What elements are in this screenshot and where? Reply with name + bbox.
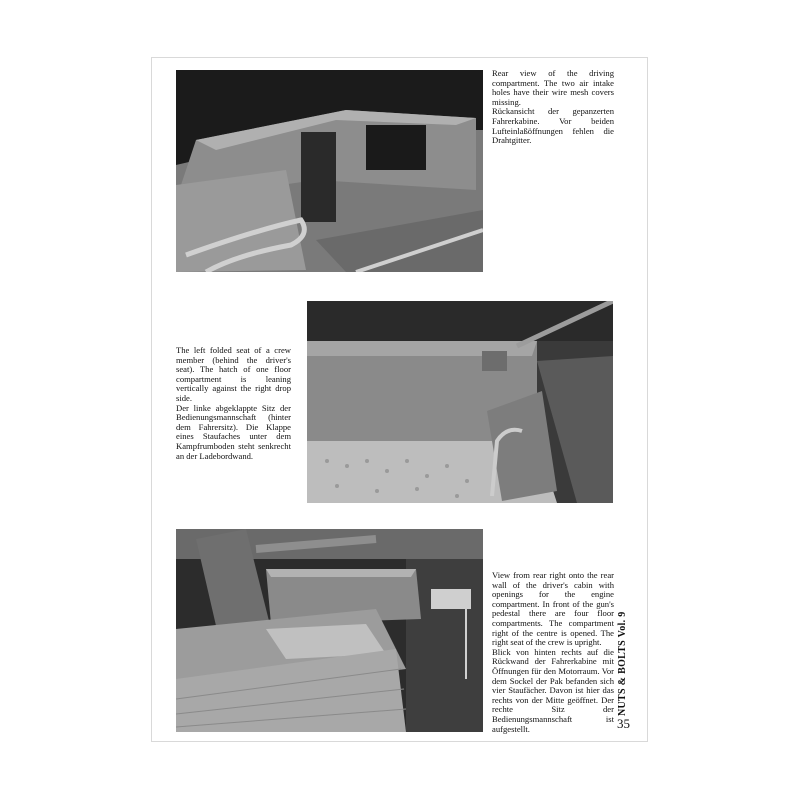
photo3-caption (492, 571, 614, 734)
photo3-caption-en: View from rear right onto the rear wall of the driver's cabin with openings for the engine compartment. In front of the gun's pedestal there are four floor compartments. The compartment right of the centre is opened. The right seat of the crew is upright. (492, 570, 614, 648)
photo-rear-right-view (176, 529, 483, 732)
photo2-caption-en: The left folded seat of a crew member (behind the driver's seat). The hatch of one floor compartment is leaning vertically against the right drop side. (176, 345, 291, 403)
page-number: 35 (617, 716, 630, 731)
photo2-caption-de: Der linke abgeklappte Sitz der Bedienungsmannschaft (hinter dem Fahrersitz). Die Klappe eines Staufaches unter dem Kampfrumboden steht senkrecht an der Ladebordwand. (176, 402, 291, 461)
series-title: NUTS & BOLTS Vol. 9 (617, 611, 628, 716)
photo1-caption-de: Rückansicht der gepanzerten Fahrerkabine. Vor beiden Lufteinlaßöffnungen fehlen die Drahtgitter. (492, 106, 614, 146)
photo-driving-compartment-rear (176, 70, 483, 272)
photo1-caption-en: Rear view of the driving compartment. The two air intake holes have their wire mesh covers missing. (492, 68, 614, 107)
photo1-caption (492, 69, 614, 146)
photo2-caption (176, 346, 291, 461)
photo3-caption-de: Blick von hinten rechts auf die Rückwand der Fahrerkabine mit Öffnungen für den Motorraum. Vor dem Sockel der Pak befanden sich vier Staufächer. Davon ist hier das rechts von der Mitte geöffnet. Der rechte Sitz der Bedienungsmannschaft ist aufgestellt. (492, 646, 614, 734)
photo-folded-seat (307, 301, 613, 503)
